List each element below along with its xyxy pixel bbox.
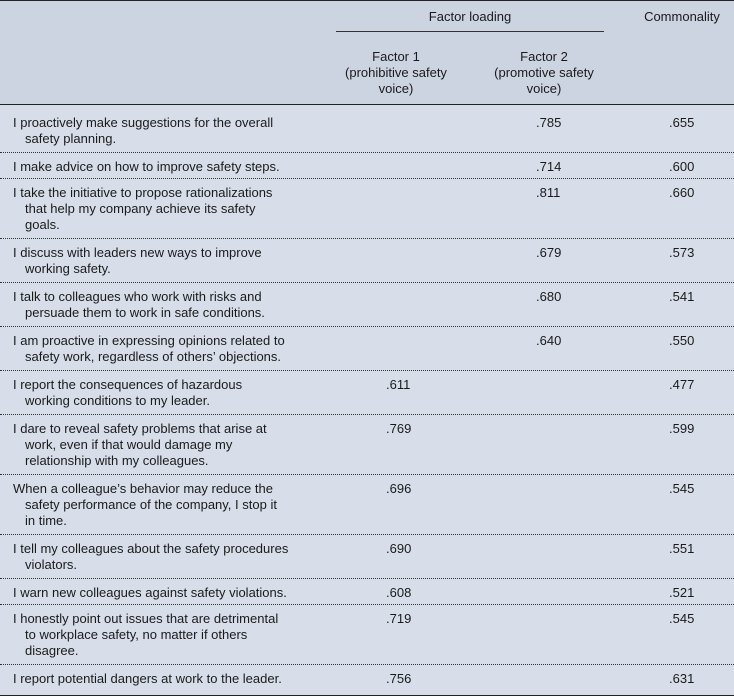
row-factor1-value: .611 <box>386 377 411 392</box>
row-separator <box>0 474 734 475</box>
row-separator <box>0 326 734 327</box>
row-statement-line: relationship with my colleagues. <box>25 453 209 468</box>
row-statement <box>13 671 313 687</box>
row-commonality-value: .599 <box>669 421 695 436</box>
factor-loading-heading: Factor loading <box>428 9 512 24</box>
row-statement-line: I talk to colleagues who work with risks and <box>13 289 262 304</box>
header-bottom-rule <box>0 104 734 105</box>
row-statement <box>13 421 313 469</box>
row-separator <box>0 152 734 153</box>
row-statement <box>13 185 313 233</box>
row-factor1-value: .608 <box>386 585 412 600</box>
row-separator <box>0 178 734 179</box>
row-statement-line: disagree. <box>25 643 79 658</box>
row-factor2-value: .714 <box>536 159 562 174</box>
row-commonality-value: .477 <box>669 377 695 392</box>
row-statement-line: to workplace safety, no matter if others <box>25 627 248 642</box>
factor2-heading-line2: (promotive safety <box>494 65 594 80</box>
row-commonality-value: .550 <box>669 333 695 348</box>
row-factor2-value: .679 <box>536 245 562 260</box>
row-statement-line: I am proactive in expressing opinions related to <box>13 333 285 348</box>
row-statement-line: I report the consequences of hazardous <box>13 377 243 392</box>
row-commonality-value: .600 <box>669 159 695 174</box>
row-statement-line: in time. <box>25 513 67 528</box>
row-statement <box>13 115 313 147</box>
factor1-heading-line1: Factor 1 <box>372 49 420 64</box>
row-statement <box>13 377 313 409</box>
row-statement-line: safety work, regardless of others’ objections. <box>25 349 282 364</box>
row-commonality-value: .541 <box>669 289 695 304</box>
row-commonality-value: .655 <box>669 115 695 130</box>
row-statement-line: I discuss with leaders new ways to improve <box>13 245 262 260</box>
row-statement-line: goals. <box>25 217 60 232</box>
row-statement <box>13 585 313 601</box>
row-statement-line: I report potential dangers at work to the leader. <box>13 671 282 686</box>
factor1-heading <box>330 49 462 97</box>
row-factor2-value: .811 <box>536 185 561 200</box>
row-statement <box>13 541 313 573</box>
row-statement <box>13 245 313 277</box>
row-commonality-value: .660 <box>669 185 695 200</box>
row-statement-line: I proactively make suggestions for the overall <box>13 115 274 130</box>
row-factor2-value: .785 <box>536 115 562 130</box>
row-statement-line: I take the initiative to propose rationalizations <box>13 185 273 200</box>
row-factor1-value: .769 <box>386 421 412 436</box>
row-factor1-value: .719 <box>386 611 412 626</box>
factor2-heading-line1: Factor 2 <box>520 49 568 64</box>
row-separator <box>0 282 734 283</box>
row-statement <box>13 289 313 321</box>
row-statement-line: I dare to reveal safety problems that arise at <box>13 421 267 436</box>
row-statement <box>13 481 313 529</box>
row-factor1-value: .756 <box>386 671 412 686</box>
row-statement <box>13 333 313 365</box>
row-separator <box>0 238 734 239</box>
row-factor1-value: .696 <box>386 481 412 496</box>
factor2-heading-line3: voice) <box>526 81 562 96</box>
row-statement-line: that help my company achieve its safety <box>25 201 256 216</box>
row-statement-line: I honestly point out issues that are detrimental <box>13 611 279 626</box>
row-statement-line: work, even if that would damage my <box>25 437 233 452</box>
row-separator <box>0 578 734 579</box>
row-statement-line: working safety. <box>25 261 111 276</box>
row-factor2-value: .640 <box>536 333 562 348</box>
row-statement <box>13 611 313 659</box>
row-statement-line: I make advice on how to improve safety steps. <box>13 159 280 174</box>
row-commonality-value: .573 <box>669 245 695 260</box>
factor-loading-underline <box>336 31 604 32</box>
row-statement-line: working conditions to my leader. <box>25 393 210 408</box>
row-commonality-value: .631 <box>669 671 695 686</box>
row-factor1-value: .690 <box>386 541 412 556</box>
row-statement-line: persuade them to work in safe conditions. <box>25 305 265 320</box>
row-statement-line: safety planning. <box>25 131 117 146</box>
row-separator <box>0 664 734 665</box>
row-separator <box>0 414 734 415</box>
row-commonality-value: .521 <box>669 585 695 600</box>
row-statement-line: I warn new colleagues against safety violations. <box>13 585 287 600</box>
factor2-heading <box>478 49 610 97</box>
row-statement <box>13 159 313 175</box>
row-separator <box>0 370 734 371</box>
row-statement-line: I tell my colleagues about the safety procedures <box>13 541 289 556</box>
table-top-rule <box>0 0 734 1</box>
row-commonality-value: .545 <box>669 481 695 496</box>
row-statement-line: When a colleague’s behavior may reduce the <box>13 481 273 496</box>
row-statement-line: safety performance of the company, I stop it <box>25 497 277 512</box>
factor1-heading-line2: (prohibitive safety <box>345 65 447 80</box>
row-separator <box>0 534 734 535</box>
factor1-heading-line3: voice) <box>378 81 414 96</box>
commonality-heading: Commonality <box>644 9 720 24</box>
row-factor2-value: .680 <box>536 289 562 304</box>
row-separator <box>0 604 734 605</box>
row-statement-line: violators. <box>25 557 78 572</box>
row-commonality-value: .551 <box>669 541 695 556</box>
row-commonality-value: .545 <box>669 611 695 626</box>
